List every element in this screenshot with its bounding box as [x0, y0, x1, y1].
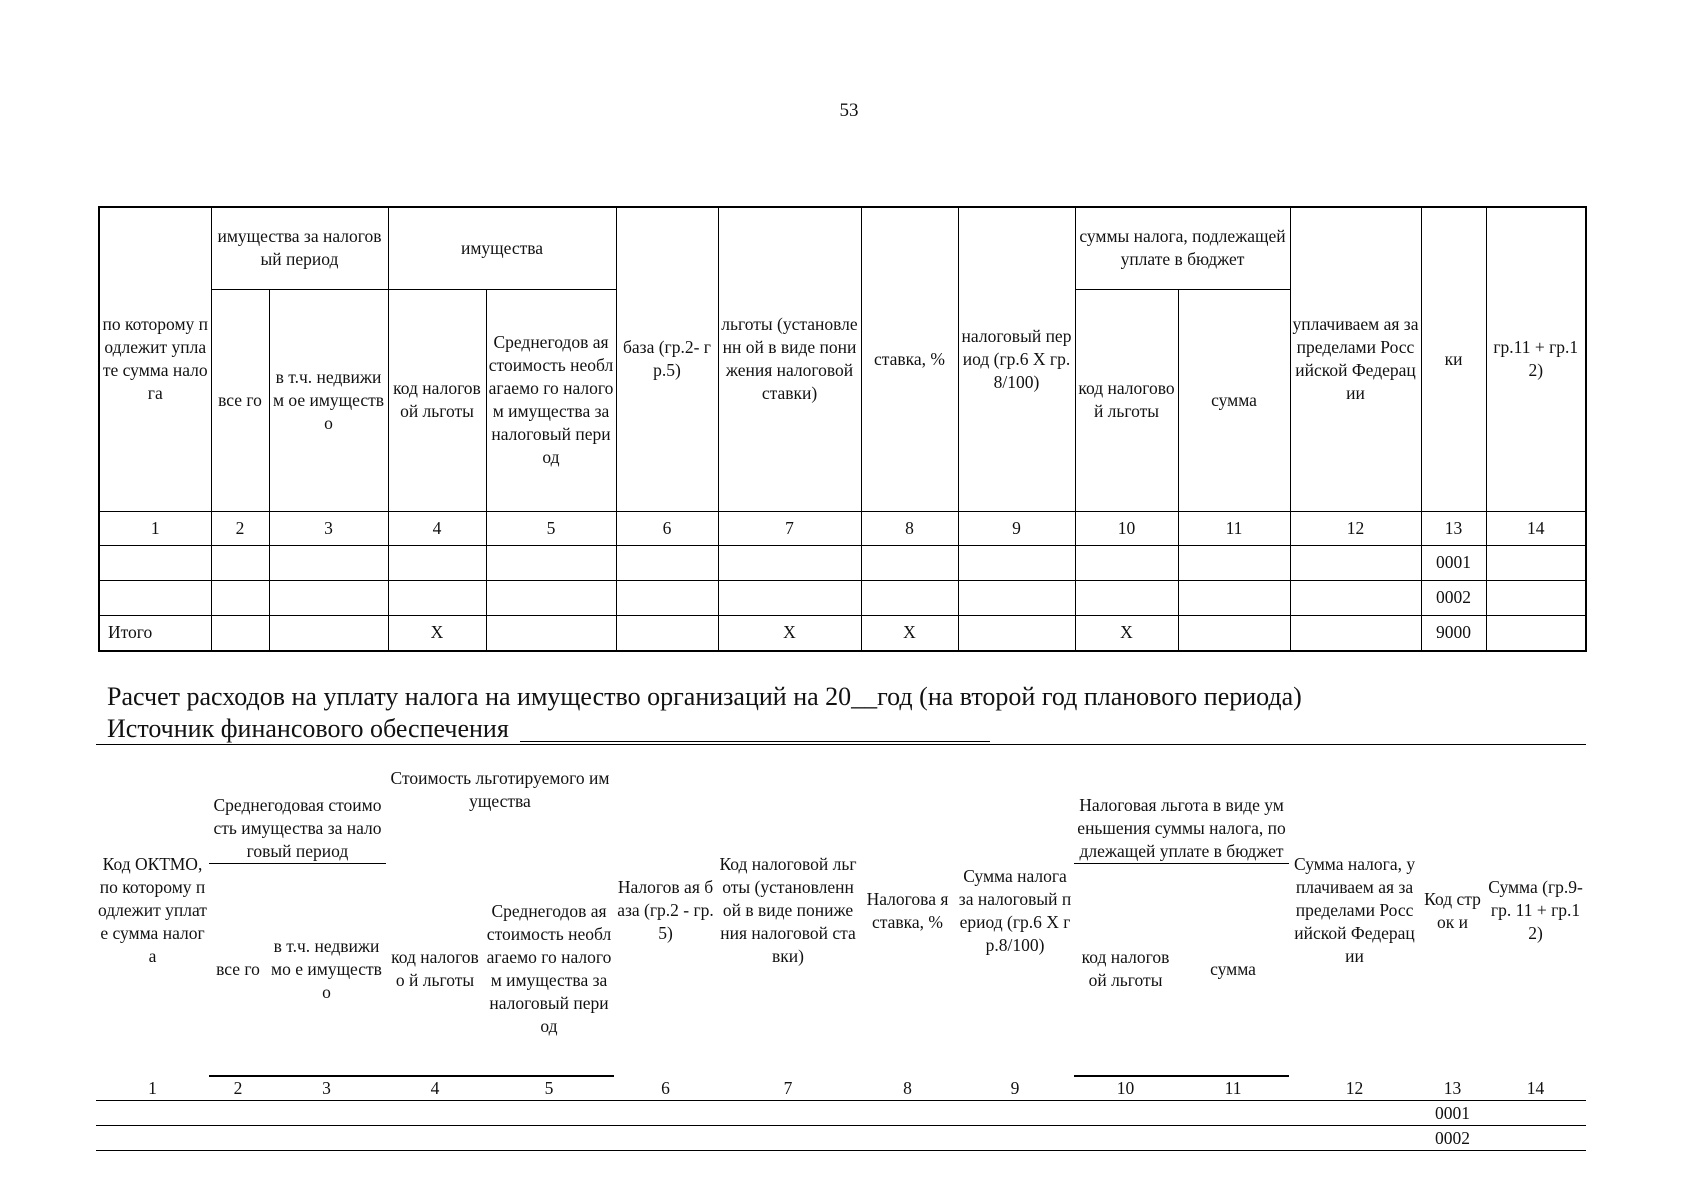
t1-cell: [388, 545, 486, 580]
t1-cell: [269, 580, 388, 615]
t1-cell: [269, 545, 388, 580]
total-code: 9000: [1421, 615, 1486, 651]
section-title: Расчет расходов на уплату налога на имущество организаций на 20__год (на второй год планового периода): [107, 682, 1302, 711]
t1-colnum: 8: [861, 511, 958, 545]
t1-cell: [269, 615, 388, 651]
t1-cell: [718, 545, 861, 580]
t1-cell: [1075, 580, 1178, 615]
table-row: [96, 1125, 1586, 1150]
t2-colnum: 6: [614, 1076, 717, 1100]
t2-head-group-10-11: Налоговая льгота в виде уменьшения суммы налога, подлежащей уплате в бюджет: [1074, 745, 1289, 863]
table-row: [96, 1100, 1586, 1125]
t1-colnum: 2: [211, 511, 269, 545]
t2-colnum: 2: [209, 1076, 267, 1100]
t2-colnum: 13: [1420, 1076, 1485, 1100]
t2-cell: [1485, 1100, 1586, 1125]
t2-head-col13: Код строк и: [1424, 888, 1481, 932]
t2-colnum: 11: [1177, 1076, 1289, 1100]
t1-cell: [486, 615, 616, 651]
t1-cell: [861, 580, 958, 615]
t1-cell: [1178, 580, 1290, 615]
tax-table-1: [98, 206, 1587, 652]
t1-colnum: 1: [99, 511, 211, 545]
t1-cell: [1178, 545, 1290, 580]
t1-cell: [1486, 545, 1586, 580]
t2-head-col11: сумма: [1177, 863, 1289, 1076]
t1-head-group-4-5: имущества: [388, 207, 616, 289]
t2-head-col5: Среднегодов ая стоимость необлагаемо го налогом имущества за налоговый период: [484, 863, 614, 1076]
t2-cell: [1485, 1125, 1586, 1150]
t2-head-col1: Код ОКТМО, по которому подлежит уплате сумма налога: [98, 854, 207, 966]
t1-head-group-10-11: суммы налога, подлежащей уплате в бюджет: [1075, 207, 1290, 289]
t1-cell: [1486, 615, 1586, 651]
t1-cell: [718, 580, 861, 615]
row-code: 0002: [1420, 1125, 1485, 1150]
t1-head-col5: Среднегодов ая стоимость необлагаемо го налогом имущества за налоговый период: [486, 289, 616, 511]
t1-colnum: 9: [958, 511, 1075, 545]
t1-cell: [1075, 545, 1178, 580]
t2-column-numbers-row: [96, 1076, 1586, 1100]
t2-colnum: 5: [484, 1076, 614, 1100]
t1-head-col10: код налогово й льготы: [1075, 289, 1178, 511]
t1-head-col14: гр.11 + гр.12): [1486, 207, 1586, 511]
t1-head-col12: уплачиваем ая за пределами Российской Федерации: [1290, 207, 1421, 511]
total-row: [99, 615, 1586, 651]
t1-colnum: 3: [269, 511, 388, 545]
table-row: [99, 580, 1586, 615]
row-code: 0001: [1420, 1100, 1485, 1125]
t2-head-col12: Сумма налога, уплачиваем ая за пределами Российской Федерации: [1293, 854, 1416, 966]
t2-colnum: 12: [1289, 1076, 1420, 1100]
t2-head-col4: код налогово й льготы: [386, 863, 484, 1076]
t2-colnum: 14: [1485, 1076, 1586, 1100]
t2-colnum: 3: [267, 1076, 386, 1100]
t1-head-col11: сумма: [1178, 289, 1290, 511]
total-mark-col4: X: [388, 615, 486, 651]
t1-colnum: 13: [1421, 511, 1486, 545]
t2-colnum: 4: [386, 1076, 484, 1100]
t1-colnum: 11: [1178, 511, 1290, 545]
t2-colnum: 9: [956, 1076, 1074, 1100]
t1-head-col3: в т.ч. недвижим ое имуществ о: [269, 289, 388, 511]
t1-colnum: 7: [718, 511, 861, 545]
t1-head-col1: по которому подлежит уплате сумма налога: [99, 207, 211, 511]
t1-cell: [616, 580, 718, 615]
t2-colnum: 10: [1074, 1076, 1177, 1100]
t2-head-col10: код налогов ой льготы: [1074, 863, 1177, 1076]
t1-cell: [1486, 580, 1586, 615]
t1-head-col8: ставка, %: [861, 207, 958, 511]
t1-cell: [958, 580, 1075, 615]
t1-colnum: 5: [486, 511, 616, 545]
funding-source-label: Источник финансового обеспечения: [107, 714, 509, 743]
t2-colnum: 8: [859, 1076, 956, 1100]
total-mark-col7: X: [718, 615, 861, 651]
row-code: 0001: [1421, 545, 1486, 580]
t2-colnum: 7: [717, 1076, 859, 1100]
table-row: [99, 545, 1586, 580]
t2-head-group-2-3: Среднегодовая стоимость имущества за налоговый период: [209, 745, 386, 863]
t2-head-col9: Сумма налога за налоговый период (гр.6 X гр.8/100): [958, 865, 1072, 955]
t1-head-col4: код налогов ой льготы: [388, 289, 486, 511]
row-code: 0002: [1421, 580, 1486, 615]
t1-cell: [1290, 580, 1421, 615]
t1-colnum: 10: [1075, 511, 1178, 545]
t2-head-col7: Код налоговой льготы (установленн ой в виде понижения налоговой ставки): [719, 854, 857, 966]
t1-cell: [211, 580, 269, 615]
t1-cell: [958, 545, 1075, 580]
t1-head-col6: база (гр.2- гр.5): [616, 207, 718, 511]
total-mark-col8: X: [861, 615, 958, 651]
t1-cell: [958, 615, 1075, 651]
tax-table-2: [96, 745, 1586, 1151]
t1-cell: [211, 545, 269, 580]
t1-cell: [861, 545, 958, 580]
t1-cell: [211, 615, 269, 651]
t1-cell: [1290, 545, 1421, 580]
t1-cell: [388, 580, 486, 615]
t1-cell: [99, 545, 211, 580]
t1-colnum: 6: [616, 511, 718, 545]
t1-colnum: 4: [388, 511, 486, 545]
t1-head-group-2-3: имущества за налоговый период: [211, 207, 388, 289]
t1-head-col7: льготы (установленн ой в виде понижения налоговой ставки): [718, 207, 861, 511]
t2-cell: [96, 1100, 1420, 1125]
t2-head-col2: все го: [209, 863, 267, 1076]
t1-colnum: 14: [1486, 511, 1586, 545]
t1-head-col9: налоговый период (гр.6 X гр.8/100): [958, 207, 1075, 511]
funding-source-blank-line: [520, 741, 990, 742]
t2-head-col6: Налогов ая база (гр.2 - гр.5): [617, 877, 714, 943]
t1-head-col2: все го: [211, 289, 269, 511]
total-label: Итого: [99, 615, 211, 651]
t2-head-col14: Сумма (гр.9- гр. 11 + гр.12): [1488, 877, 1583, 943]
t1-cell: [486, 545, 616, 580]
t1-colnum: 12: [1290, 511, 1421, 545]
page-number: 53: [839, 100, 859, 121]
t1-cell: [486, 580, 616, 615]
t1-cell: [616, 545, 718, 580]
t1-cell: [1290, 615, 1421, 651]
t2-head-col3: в т.ч. недвижимо е имущество: [267, 863, 386, 1076]
t1-column-numbers-row: [99, 511, 1586, 545]
t2-head-col8: Налогова я ставка, %: [866, 888, 949, 932]
t1-cell: [1178, 615, 1290, 651]
total-mark-col10: X: [1075, 615, 1178, 651]
t2-cell: [96, 1125, 1420, 1150]
t1-cell: [99, 580, 211, 615]
t1-cell: [616, 615, 718, 651]
t2-head-group-4-5: Стоимость льготируемого имущества: [390, 768, 610, 811]
t1-head-col13: ки: [1421, 207, 1486, 511]
t2-colnum: 1: [96, 1076, 209, 1100]
